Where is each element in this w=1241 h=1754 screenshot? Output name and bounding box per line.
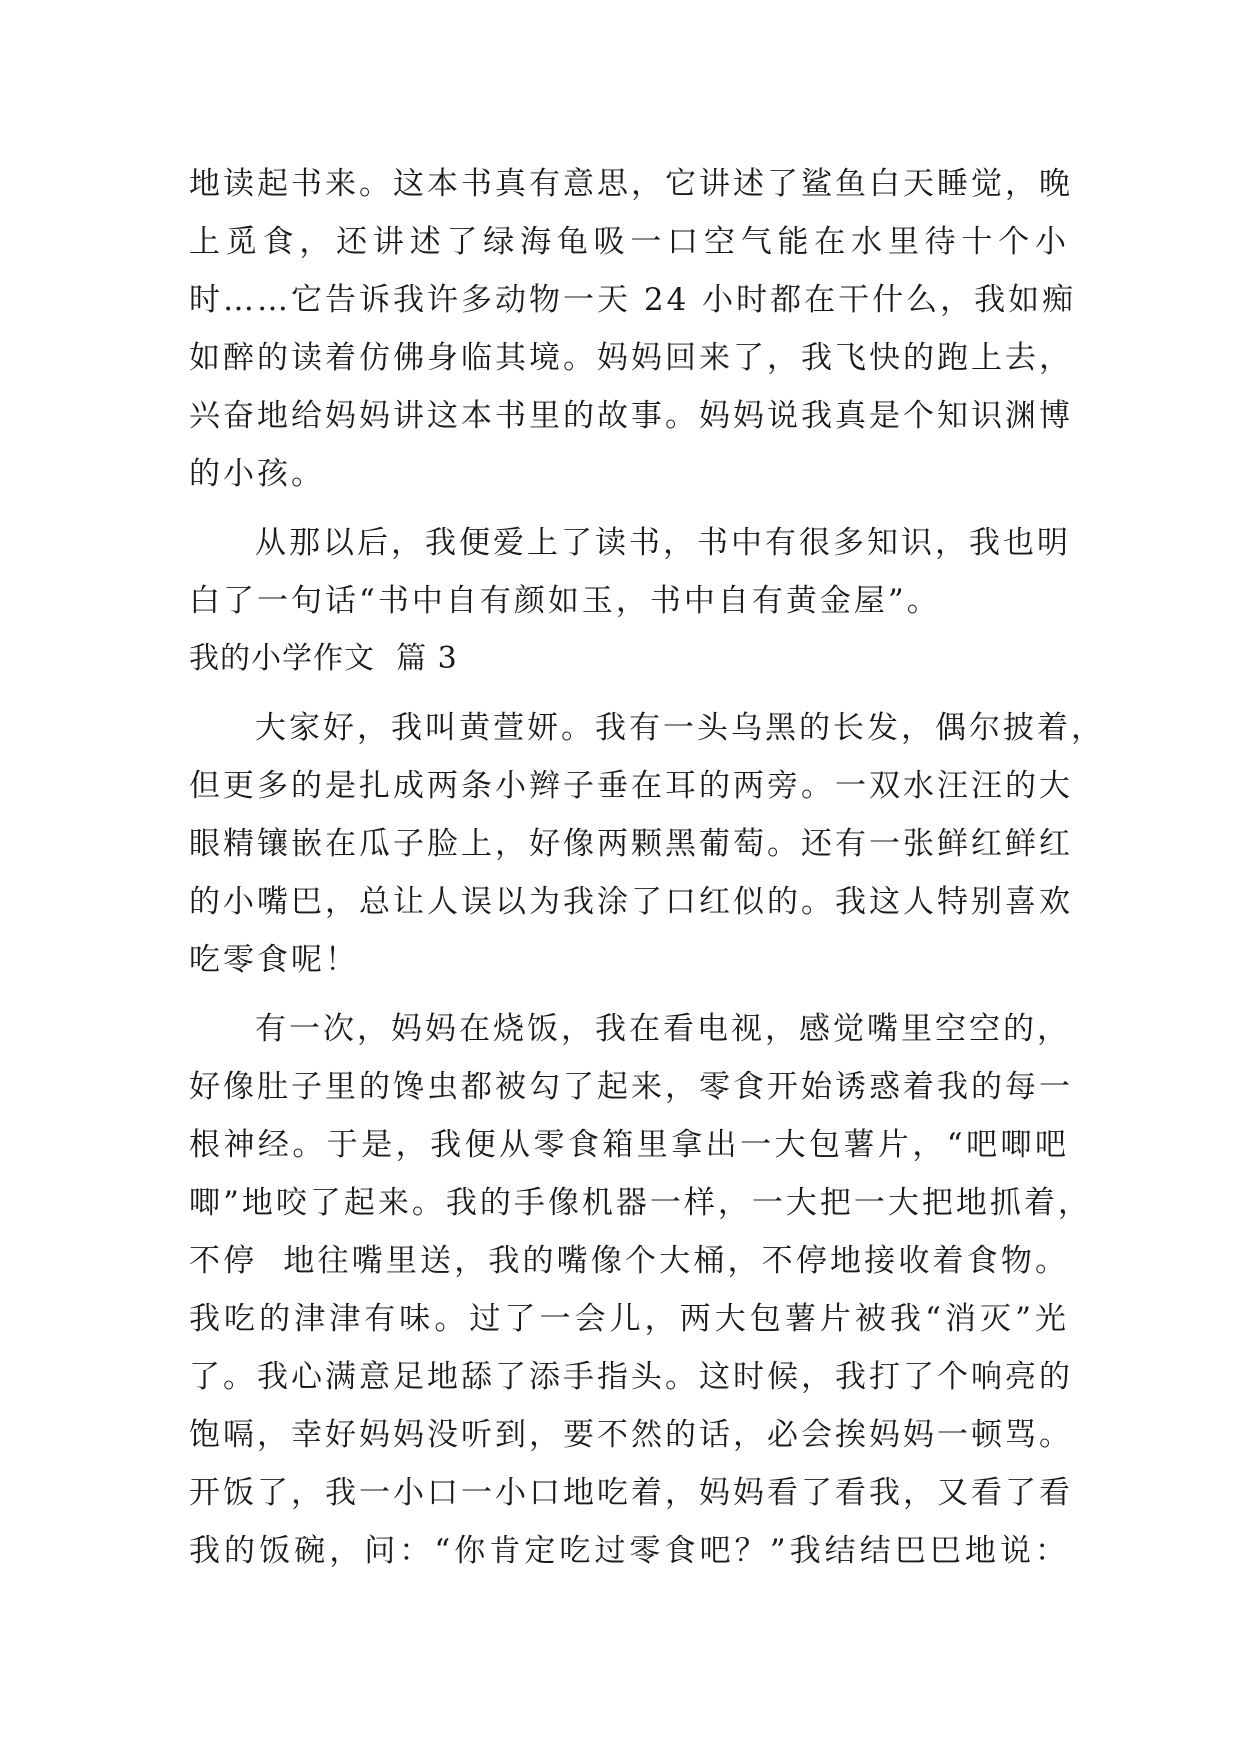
text-line: 有一次，妈妈在烧饭，我在看电视，感觉嘴里空空的， [255,1011,1071,1047]
text-line: 唧”地咬了起来。我的手像机器一样，一大把一大把地抓着， [189,1185,1092,1221]
text-line: 饱嗝，幸好妈妈没听到，要不然的话，必会挨妈妈一顿骂。 [189,1417,1073,1453]
document-body [189,155,1105,1580]
paragraph-3 [189,699,1105,989]
text-line: 大家好，我叫黄萱妍。我有一头乌黑的长发，偶尔披着， [255,710,1105,746]
text-line: 眼精镶嵌在瓜子脸上，好像两颗黑葡萄。还有一张鲜红鲜红 [189,826,1073,862]
text-line: 时……它告诉我许多动物一天 24 小时都在干什么，我如痴 [189,282,1077,318]
text-line: 了。我心满意足地舔了添手指头。这时候，我打了个响亮的 [189,1359,1073,1395]
section-heading: 我的小学作文 篇 3 [189,641,458,676]
text-line: 白了一句话“书中自有颜如玉，书中自有黄金屋”。 [189,583,941,619]
text-line: 如醉的读着仿佛身临其境。妈妈回来了，我飞快的跑上去， [189,340,1073,376]
text-line: 的小孩。 [189,456,325,492]
text-line: 不停 地往嘴里送，我的嘴像个大桶，不停地接收着食物。 [189,1243,1069,1279]
text-line: 地读起书来。这本书真有意思，它讲述了鲨鱼白天睡觉，晚 [189,166,1073,202]
text-line: 的小嘴巴，总让人误以为我涂了口红似的。我这人特别喜欢 [189,884,1073,920]
paragraph-1 [189,155,1077,503]
text-line: 我吃的津津有味。过了一会儿，两大包薯片被我“消灭”光 [189,1301,1069,1337]
text-line: 从那以后，我便爱上了读书，书中有很多知识，我也明 [255,525,1071,561]
text-line: 但更多的是扎成两条小辫子垂在耳的两旁。一双水汪汪的大 [189,768,1073,804]
text-line: 根神经。于是，我便从零食箱里拿出一大包薯片，“吧唧吧 [189,1127,1069,1163]
text-line: 上觅食，还讲述了绿海龟吸一口空气能在水里待十个小 [189,224,1069,260]
paragraph-2 [189,514,1069,630]
text-line: 吃零食呢！ [189,942,359,978]
text-line: 我的饭碗，问：“你肯定吃过零食吧？”我结结巴巴地说： [189,1533,1069,1569]
text-line: 好像肚子里的馋虫都被勾了起来，零食开始诱惑着我的每一 [189,1069,1073,1105]
text-line: 开饭了，我一小口一小口地吃着，妈妈看了看我，又看了看 [189,1475,1073,1511]
text-line: 兴奋地给妈妈讲这本书里的故事。妈妈说我真是个知识渊博 [189,398,1073,434]
paragraph-4 [189,1000,1092,1580]
